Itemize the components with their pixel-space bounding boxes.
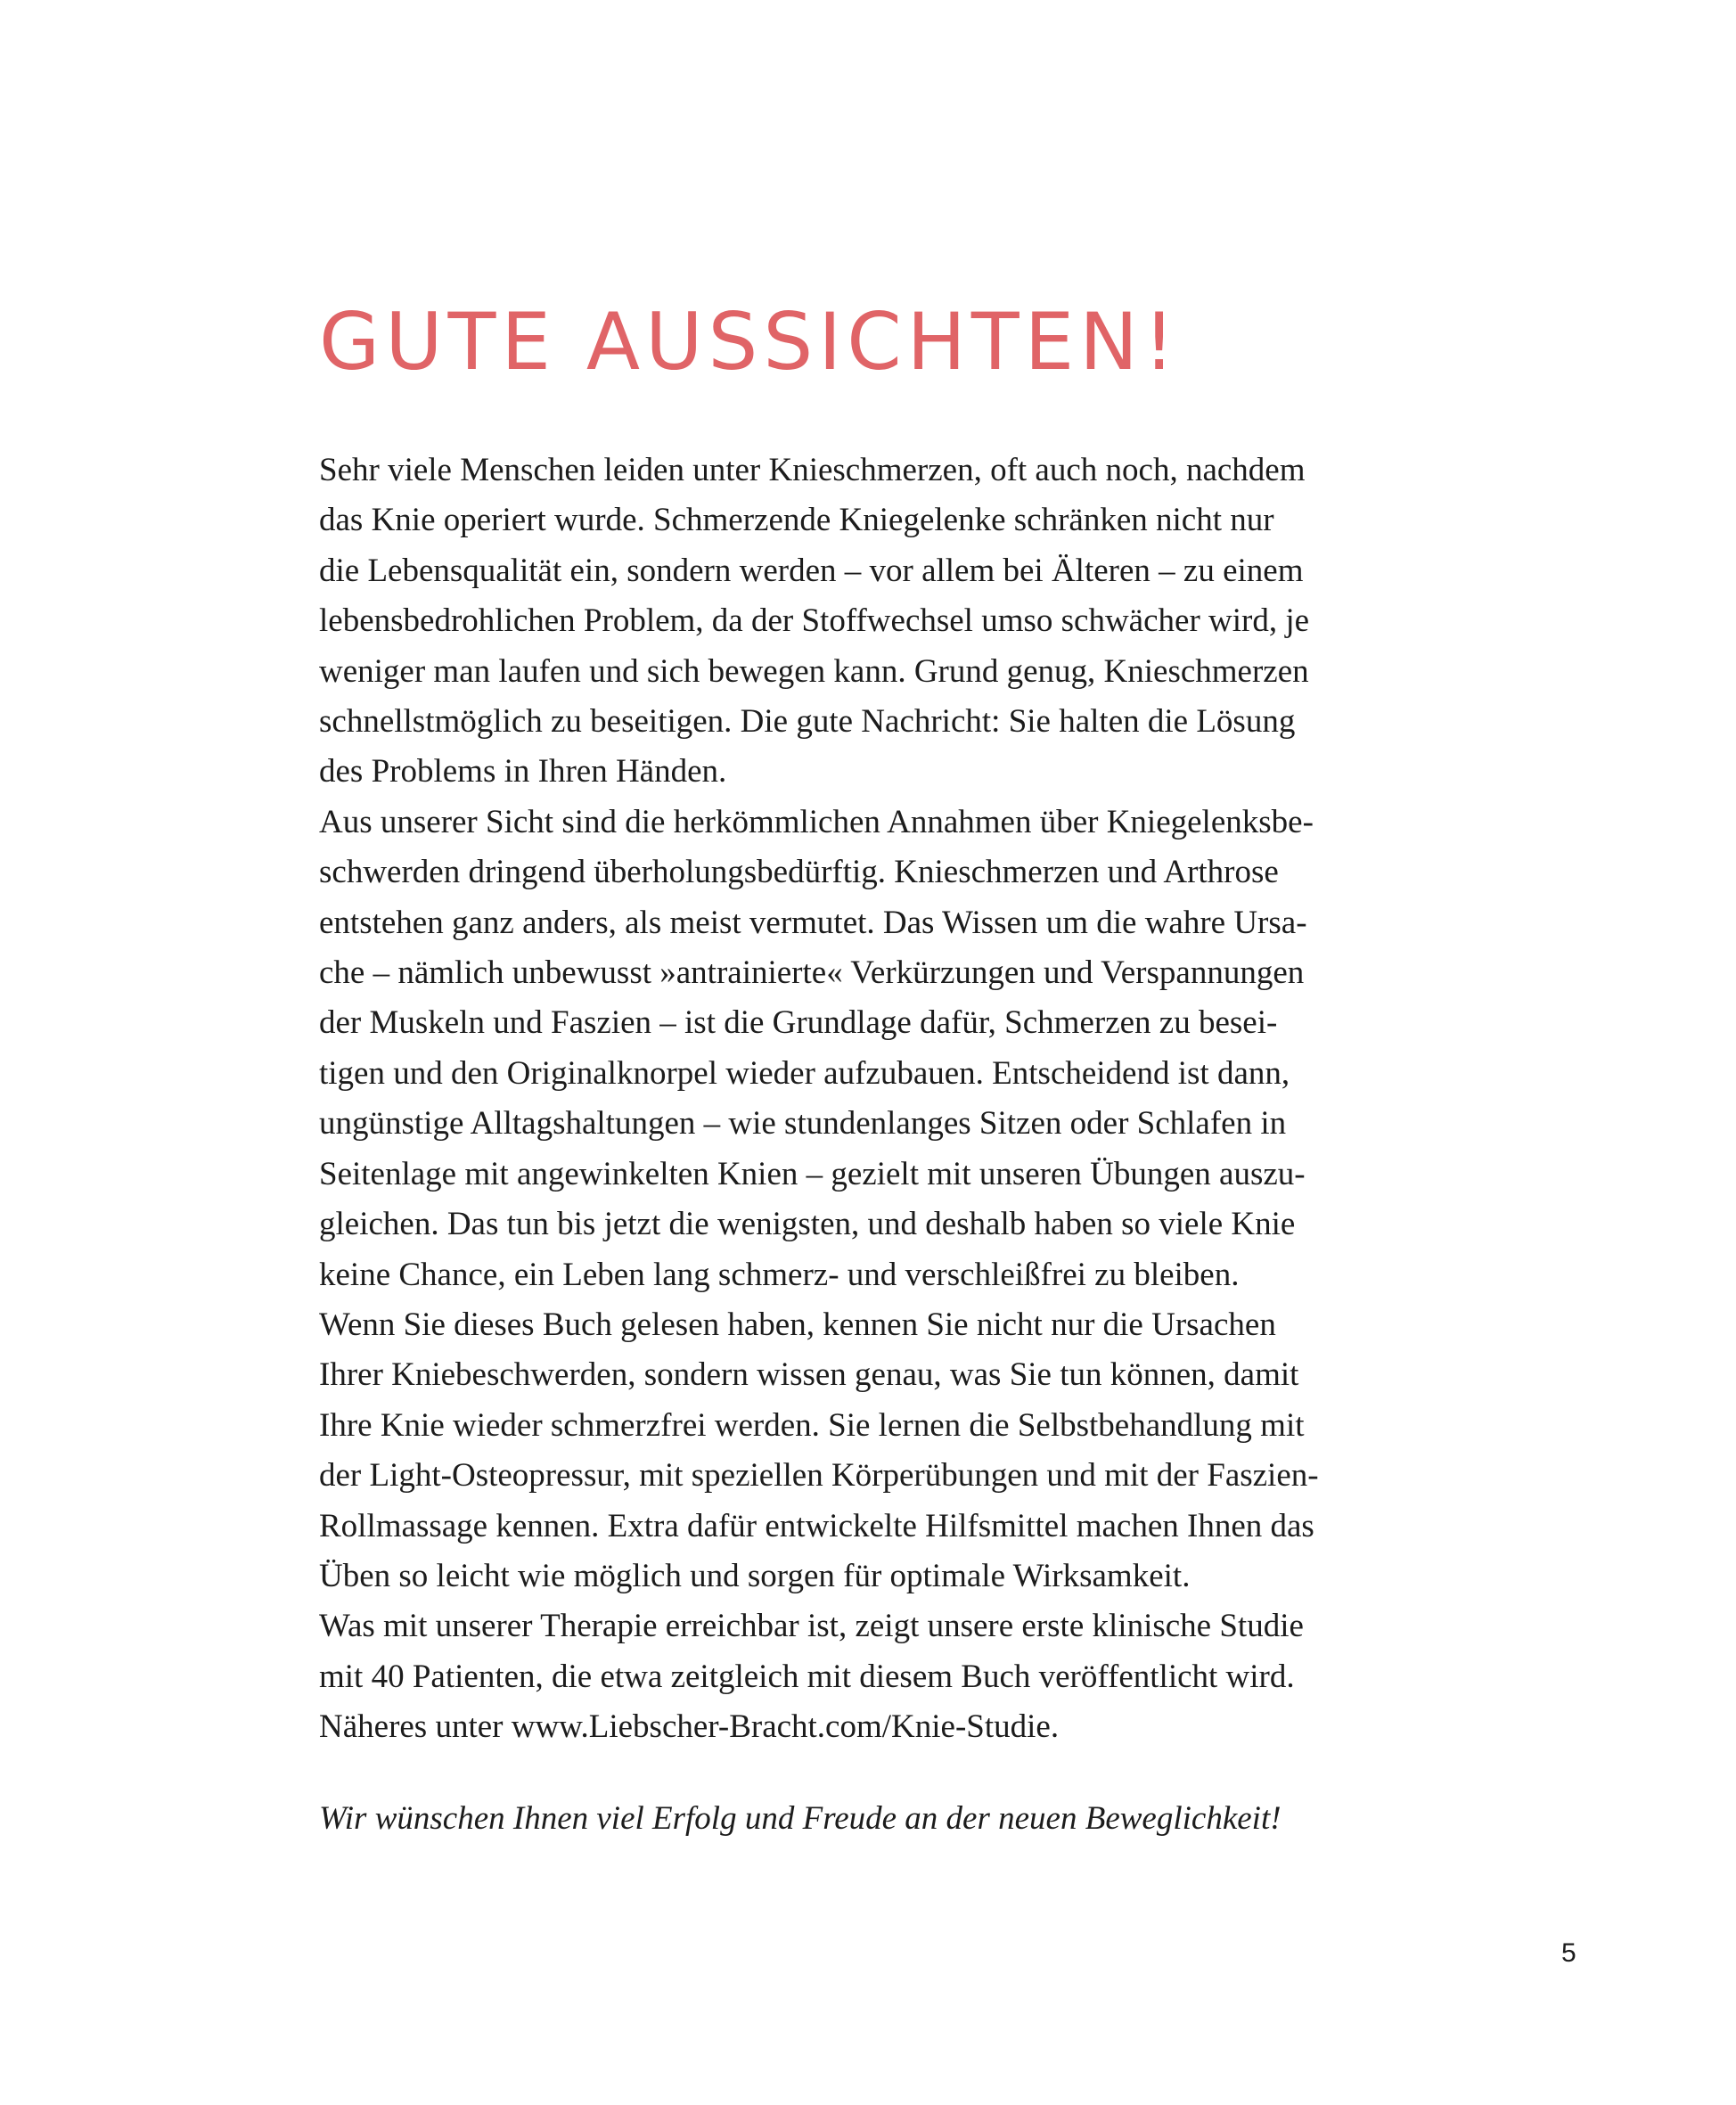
body-line: che – nämlich unbewusst »antrainierte« Verkürzungen und Verspannungen [319,954,1305,992]
body-line: des Problems in Ihren Händen. [319,753,727,790]
body-line: Näheres unter www.Liebscher-Bracht.com/Knie-Studie. [319,1708,1060,1746]
body-line: schwerden dringend überholungsbedürftig. Knieschmerzen und Arthrose [319,854,1279,891]
body-line: ungünstige Alltagshaltungen – wie stundenlanges Sitzen oder Schlafen in [319,1105,1287,1143]
body-line: Aus unserer Sicht sind die herkömmlichen Annahmen über Kniegelenksbe- [319,803,1314,840]
body-line: Ihre Knie wieder schmerzfrei werden. Sie lernen die Selbstbehandlung mit [319,1406,1305,1444]
body-line: das Knie operiert wurde. Schmerzende Kniegelenke schränken nicht nur [319,502,1274,539]
body-line: tigen und den Originalknorpel wieder aufzubauen. Entscheidend ist dann, [319,1054,1290,1092]
body-line: Sehr viele Menschen leiden unter Knieschmerzen, oft auch noch, nachdem [319,452,1306,488]
body-line: Was mit unserer Therapie erreichbar ist, zeigt unsere erste klinische Studie [319,1608,1304,1645]
body-line: mit 40 Patienten, die etwa zeitgleich mit diesem Buch veröffentlicht wird. [319,1658,1295,1695]
body-line: schnellstmöglich zu beseitigen. Die gute Nachricht: Sie halten die Lösung [319,703,1296,741]
body-line: Ihrer Kniebeschwerden, sondern wissen genau, was Sie tun können, damit [319,1356,1299,1394]
body-line: Seitenlage mit angewinkelten Knien – gezielt mit unseren Übungen auszu- [319,1155,1306,1192]
body-line: gleichen. Das tun bis jetzt die wenigsten, und deshalb haben so viele Knie [319,1206,1296,1243]
body-line: Üben so leicht wie möglich und sorgen für optimale Wirksamkeit. [319,1557,1191,1594]
body-line: der Muskeln und Faszien – ist die Grundlage dafür, Schmerzen zu besei- [319,1004,1278,1042]
page-heading: GUTE AUSSICHTEN! [319,296,1181,388]
body-line: Rollmassage kennen. Extra dafür entwickelte Hilfsmittel machen Ihnen das [319,1507,1314,1544]
body-line: die Lebensqualität ein, sondern werden – vor allem bei Älteren – zu einem [319,552,1304,589]
body-line: lebensbedrohlichen Problem, da der Stoffwechsel umso schwächer wird, je [319,602,1310,640]
body-line: entstehen ganz anders, als meist vermutet. Das Wissen um die wahre Ursa- [319,904,1307,941]
body-line: weniger man laufen und sich bewegen kann. Grund genug, Knieschmerzen [319,652,1309,690]
body-text [319,446,1460,1753]
body-line: Wenn Sie dieses Buch gelesen haben, kennen Sie nicht nur die Ursachen [319,1306,1276,1343]
body-line: keine Chance, ein Leben lang schmerz- und verschleißfrei zu bleiben. [319,1256,1240,1293]
body-line: der Light-Osteopressur, mit speziellen Körperübungen und mit der Faszien- [319,1457,1319,1495]
closing-line: Wir wünschen Ihnen viel Erfolg und Freude an der neuen Beweglichkeit! [319,1800,1282,1837]
page-number: 5 [1561,1938,1576,1968]
